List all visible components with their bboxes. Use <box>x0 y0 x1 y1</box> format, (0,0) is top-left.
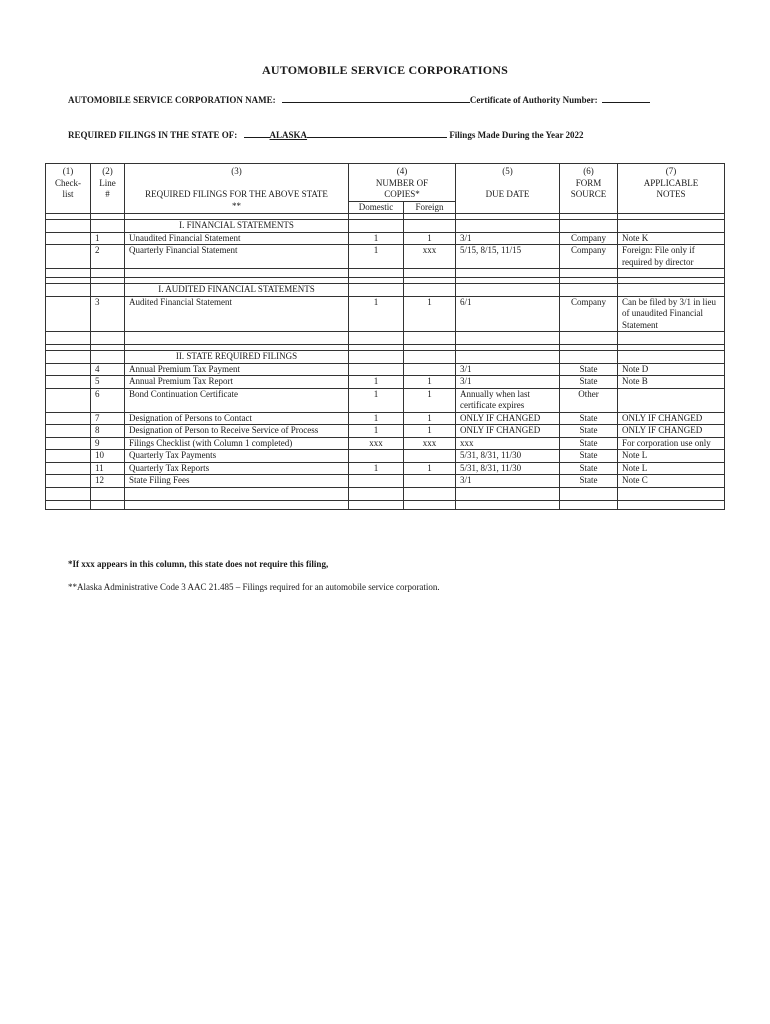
empty-cell <box>91 332 125 345</box>
empty-cell <box>91 351 125 364</box>
due-date: 3/1 <box>456 376 560 389</box>
checklist-box[interactable] <box>46 363 91 376</box>
empty-cell <box>456 332 560 345</box>
spacer-row <box>46 332 725 345</box>
applicable-notes <box>618 388 725 412</box>
applicable-notes: For corporation use only <box>618 437 725 450</box>
empty-cell <box>91 269 125 278</box>
empty-cell <box>404 269 456 278</box>
filings-table <box>45 163 725 510</box>
line-number: 2 <box>91 245 125 269</box>
applicable-notes: Foreign: File only if required by director <box>618 245 725 269</box>
form-source: Other <box>560 388 618 412</box>
empty-cell <box>560 332 618 345</box>
filings-body <box>46 214 725 510</box>
applicable-notes: ONLY IF CHANGED <box>618 412 725 425</box>
required-filings-label: REQUIRED FILINGS IN THE STATE OF: <box>68 130 238 140</box>
domestic-copies <box>349 450 404 463</box>
empty-cell <box>404 332 456 345</box>
applicable-notes: Note K <box>618 232 725 245</box>
empty-cell <box>560 487 618 500</box>
domestic-copies: 1 <box>349 376 404 389</box>
form-source: Company <box>560 245 618 269</box>
due-date: ONLY IF CHANGED <box>456 425 560 438</box>
state-field-trail <box>307 128 447 138</box>
corporation-name-label: AUTOMOBILE SERVICE CORPORATION NAME: <box>68 95 276 105</box>
filing-year-label: Filings Made During the Year 2022 <box>449 130 584 140</box>
applicable-notes: Note D <box>618 363 725 376</box>
foreign-copies <box>404 363 456 376</box>
form-source: State <box>560 475 618 488</box>
due-date: 3/1 <box>456 232 560 245</box>
empty-cell <box>349 500 404 509</box>
applicable-notes: Note L <box>618 462 725 475</box>
domestic-copies <box>349 363 404 376</box>
empty-cell <box>456 284 560 297</box>
empty-cell <box>456 351 560 364</box>
section-title: I. AUDITED FINANCIAL STATEMENTS <box>125 284 349 297</box>
filing-name: State Filing Fees <box>125 475 349 488</box>
foreign-copies: 1 <box>404 462 456 475</box>
table-row <box>46 437 725 450</box>
foreign-copies <box>404 475 456 488</box>
empty-cell <box>349 284 404 297</box>
empty-cell <box>618 269 725 278</box>
empty-cell <box>456 500 560 509</box>
empty-cell <box>404 487 456 500</box>
line-number: 12 <box>91 475 125 488</box>
col-line-header: (2) Line # <box>91 164 125 214</box>
form-source: State <box>560 437 618 450</box>
table-row <box>46 412 725 425</box>
due-date: 3/1 <box>456 363 560 376</box>
state-name[interactable]: ALASKA <box>269 130 308 140</box>
filing-name: Designation of Persons to Contact <box>125 412 349 425</box>
form-source: State <box>560 450 618 463</box>
domestic-copies: 1 <box>349 232 404 245</box>
empty-cell <box>349 269 404 278</box>
empty-cell <box>560 220 618 233</box>
empty-cell <box>456 487 560 500</box>
form-source: State <box>560 462 618 475</box>
empty-cell <box>618 284 725 297</box>
table-row <box>46 363 725 376</box>
checklist-box[interactable] <box>46 245 91 269</box>
domestic-copies: 1 <box>349 296 404 332</box>
empty-cell <box>456 220 560 233</box>
empty-cell <box>618 332 725 345</box>
form-source: Company <box>560 296 618 332</box>
empty-cell <box>618 220 725 233</box>
section-header-row <box>46 351 725 364</box>
table-row <box>46 475 725 488</box>
applicable-notes: Can be filed by 3/1 in lieu of unaudited Financial Statement <box>618 296 725 332</box>
due-date: 5/31, 8/31, 11/30 <box>456 450 560 463</box>
filing-name: Filings Checklist (with Column 1 completed) <box>125 437 349 450</box>
applicable-notes: Note B <box>618 376 725 389</box>
line-number: 8 <box>91 425 125 438</box>
domestic-copies: xxx <box>349 437 404 450</box>
col-notes-header: (7) APPLICABLE NOTES <box>618 164 725 214</box>
form-source: State <box>560 425 618 438</box>
foreign-copies: xxx <box>404 245 456 269</box>
table-row <box>46 296 725 332</box>
footnote-code: **Alaska Administrative Code 3 AAC 21.485 – Filings required for an automobile service corporation. <box>68 582 440 592</box>
due-date: 3/1 <box>456 475 560 488</box>
checklist-box[interactable] <box>46 351 91 364</box>
spacer-row <box>46 487 725 500</box>
empty-cell <box>618 351 725 364</box>
due-date: xxx <box>456 437 560 450</box>
domestic-copies: 1 <box>349 245 404 269</box>
empty-cell <box>404 220 456 233</box>
line-number: 6 <box>91 388 125 412</box>
certificate-number-field[interactable] <box>602 93 650 103</box>
table-row <box>46 450 725 463</box>
foreign-copies: 1 <box>404 232 456 245</box>
line-number: 9 <box>91 437 125 450</box>
checklist-box[interactable] <box>46 475 91 488</box>
page-title: AUTOMOBILE SERVICE CORPORATIONS <box>261 63 509 77</box>
domestic-copies: 1 <box>349 412 404 425</box>
empty-cell <box>349 487 404 500</box>
section-header-row <box>46 220 725 233</box>
foreign-copies: 1 <box>404 296 456 332</box>
applicable-notes: ONLY IF CHANGED <box>618 425 725 438</box>
empty-cell <box>125 269 349 278</box>
due-date: 5/15, 8/15, 11/15 <box>456 245 560 269</box>
checklist-box[interactable] <box>46 269 91 278</box>
empty-cell <box>560 284 618 297</box>
footnote-copies: *If xxx appears in this column, this state does not require this filing, <box>68 559 329 569</box>
empty-cell <box>618 487 725 500</box>
empty-cell <box>349 332 404 345</box>
empty-cell <box>560 269 618 278</box>
line-number: 3 <box>91 296 125 332</box>
empty-cell <box>125 500 349 509</box>
col-checklist-header: (1) Check- list <box>46 164 91 214</box>
corporation-name-field[interactable] <box>282 93 470 103</box>
checklist-box[interactable] <box>46 450 91 463</box>
empty-cell <box>456 269 560 278</box>
empty-cell <box>91 487 125 500</box>
checklist-box[interactable] <box>46 412 91 425</box>
checklist-box[interactable] <box>46 500 91 509</box>
line-number: 10 <box>91 450 125 463</box>
domestic-copies: 1 <box>349 425 404 438</box>
spacer-row <box>46 269 725 278</box>
applicable-notes: Note L <box>618 450 725 463</box>
empty-cell <box>349 220 404 233</box>
empty-cell <box>560 500 618 509</box>
filing-name: Audited Financial Statement <box>125 296 349 332</box>
filing-name: Quarterly Financial Statement <box>125 245 349 269</box>
empty-cell <box>560 351 618 364</box>
empty-cell <box>404 500 456 509</box>
foreign-copies: 1 <box>404 412 456 425</box>
empty-cell <box>349 351 404 364</box>
empty-cell <box>91 220 125 233</box>
checklist-box[interactable] <box>46 388 91 412</box>
due-date: 5/31, 8/31, 11/30 <box>456 462 560 475</box>
due-date: Annually when last certificate expires <box>456 388 560 412</box>
table-row <box>46 462 725 475</box>
table-row <box>46 232 725 245</box>
checklist-box[interactable] <box>46 487 91 500</box>
filing-name: Annual Premium Tax Report <box>125 376 349 389</box>
col-domestic-header: Domestic <box>349 201 404 214</box>
table-row <box>46 425 725 438</box>
filing-name: Quarterly Tax Payments <box>125 450 349 463</box>
col-due-date-header: (5) DUE DATE <box>456 164 560 214</box>
domestic-copies: 1 <box>349 388 404 412</box>
line-number: 5 <box>91 376 125 389</box>
checklist-box[interactable] <box>46 425 91 438</box>
filing-name: Designation of Person to Receive Service of Process <box>125 425 349 438</box>
empty-cell <box>404 351 456 364</box>
applicable-notes: Note C <box>618 475 725 488</box>
col-form-source-header: (6) FORM SOURCE <box>560 164 618 214</box>
checklist-box[interactable] <box>46 437 91 450</box>
foreign-copies: 1 <box>404 388 456 412</box>
checklist-box[interactable] <box>46 332 91 345</box>
table-row <box>46 376 725 389</box>
col-foreign-header: Foreign <box>404 201 456 214</box>
empty-cell <box>404 284 456 297</box>
empty-cell <box>91 500 125 509</box>
col-copies-header: (4) NUMBER OF COPIES* <box>349 164 456 202</box>
line-number: 4 <box>91 363 125 376</box>
certificate-label: Certificate of Authority Number: <box>469 95 598 105</box>
checklist-box[interactable] <box>46 376 91 389</box>
checklist-box[interactable] <box>46 296 91 332</box>
filing-name: Annual Premium Tax Payment <box>125 363 349 376</box>
filing-name: Unaudited Financial Statement <box>125 232 349 245</box>
checklist-box[interactable] <box>46 284 91 297</box>
line-number: 7 <box>91 412 125 425</box>
table-row <box>46 388 725 412</box>
section-title: I. FINANCIAL STATEMENTS <box>125 220 349 233</box>
due-date: ONLY IF CHANGED <box>456 412 560 425</box>
checklist-box[interactable] <box>46 232 91 245</box>
table-row <box>46 245 725 269</box>
line-number: 11 <box>91 462 125 475</box>
due-date: 6/1 <box>456 296 560 332</box>
form-source: State <box>560 412 618 425</box>
foreign-copies: xxx <box>404 437 456 450</box>
line-number: 1 <box>91 232 125 245</box>
form-source: Company <box>560 232 618 245</box>
section-title: II. STATE REQUIRED FILINGS <box>125 351 349 364</box>
foreign-copies: 1 <box>404 376 456 389</box>
foreign-copies <box>404 450 456 463</box>
checklist-box[interactable] <box>46 220 91 233</box>
spacer-row <box>46 500 725 509</box>
section-header-row <box>46 284 725 297</box>
state-field-lead <box>244 128 270 138</box>
domestic-copies: 1 <box>349 462 404 475</box>
filing-name: Quarterly Tax Reports <box>125 462 349 475</box>
empty-cell <box>125 332 349 345</box>
domestic-copies <box>349 475 404 488</box>
empty-cell <box>618 500 725 509</box>
foreign-copies: 1 <box>404 425 456 438</box>
form-source: State <box>560 376 618 389</box>
empty-cell <box>91 284 125 297</box>
corporation-name-line <box>68 93 650 105</box>
state-filings-line <box>68 128 584 140</box>
form-source: State <box>560 363 618 376</box>
filing-name: Bond Continuation Certificate <box>125 388 349 412</box>
checklist-box[interactable] <box>46 462 91 475</box>
empty-cell <box>125 487 349 500</box>
col-filings-header: (3) REQUIRED FILINGS FOR THE ABOVE STATE ** <box>125 164 349 214</box>
